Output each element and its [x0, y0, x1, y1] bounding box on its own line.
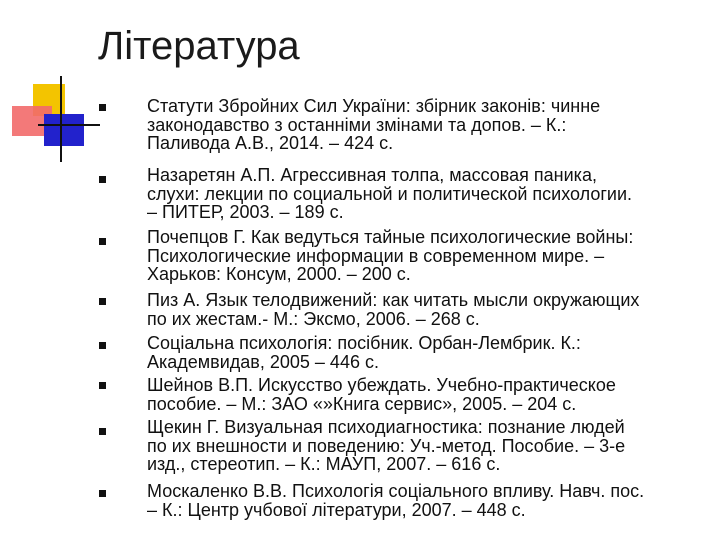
list-item: Назаретян А.П. Агрессивная толпа, массовая паника, слухи: лекции по социальной и политической психологии. – ПИТЕР, 2003. – 189 с. [147, 165, 633, 222]
list-item: Пиз А. Язык телодвижений: как читать мысли окружающих по их жестам.- М.: Эксмо, 2006. – 268 с. [147, 290, 640, 329]
bullet-icon [99, 382, 106, 389]
bullet-icon [99, 342, 106, 349]
horizontal-line [38, 124, 100, 126]
list-item: Соціальна психологія: посібник. Орбан-Лембрик. К.: Академвидав, 2005 – 446 с. [147, 333, 581, 372]
list-item: Статути Збройних Сил України: збірник законів: чинне законодавство з останніми змінами та допов. – К.: Паливода А.В., 2014. – 424 с. [147, 96, 601, 153]
bullet-icon [99, 428, 106, 435]
list-item: Москаленко В.В. Психологія соціального впливу. Навч. пос. – К.: Центр учбової літератури, 2007. – 448 с. [147, 481, 645, 520]
bullet-icon [99, 490, 106, 497]
vertical-line [60, 76, 62, 162]
list-item: Почепцов Г. Как ведуться тайные психологические войны: Психологические информации в современном мире. – Харьков: Консум, 2000. – 200 с. [147, 227, 634, 284]
decorative-squares-logo-icon [0, 0, 100, 170]
blue-square [44, 114, 84, 146]
page-title: Література [98, 24, 300, 68]
bullet-icon [99, 104, 106, 111]
bullet-icon [99, 298, 106, 305]
list-item: Шейнов В.П. Искусство убеждать. Учебно-практическое пособие. – М.: ЗАО «»Книга сервис», 2005. – 204 с. [147, 375, 616, 414]
list-item: Щекин Г. Визуальная психодиагностика: познание людей по их внешности и поведению: Уч.-метод. Пособие. – 3-е изд., стереотип. – К.: МАУП, 2007. – 616 с. [147, 417, 626, 474]
bullet-icon [99, 176, 106, 183]
bullet-icon [99, 238, 106, 245]
